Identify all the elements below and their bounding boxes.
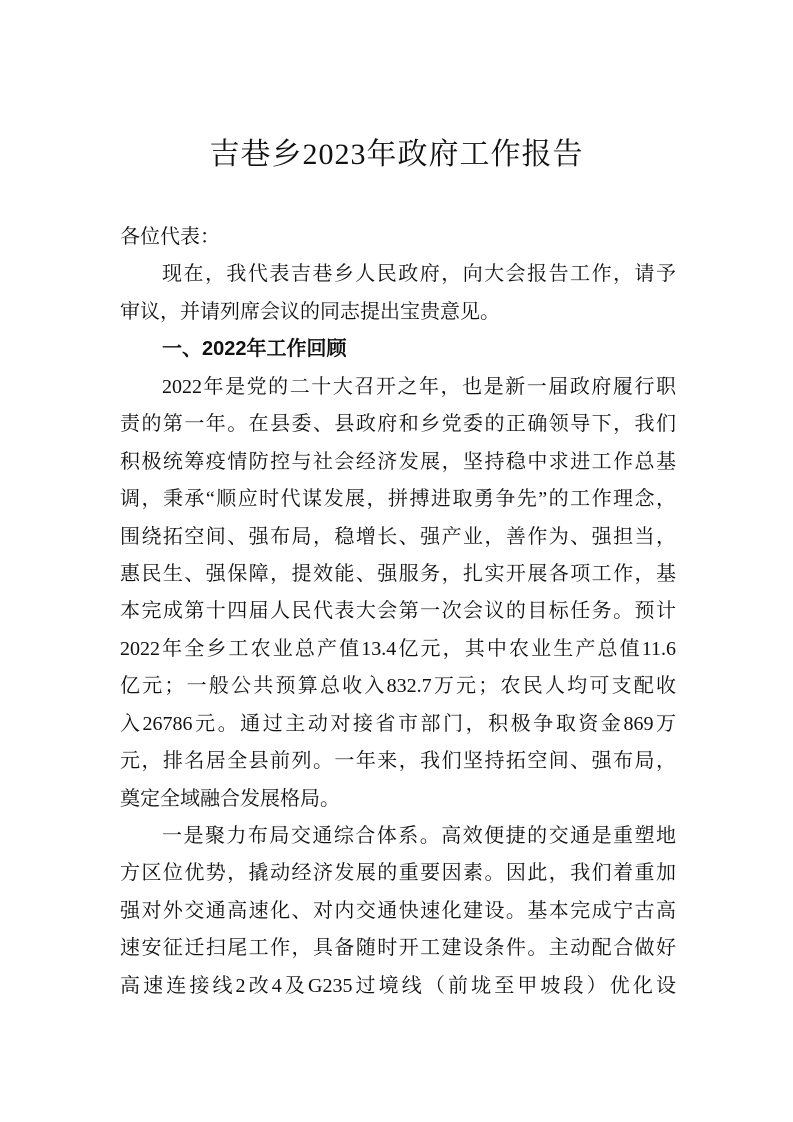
text-line: 亿元；一般公共预算总收入832.7万元；农民人均可支配收: [120, 675, 676, 698]
text-line: 奠定全域融合发展格局。: [120, 787, 340, 810]
text-line: 一是聚力布局交通综合体系。高效便捷的交通是重塑地: [162, 825, 676, 847]
text-line: 速安征迁扫尾工作，具备随时开工建设条件。主动配合做好: [120, 937, 676, 960]
greeting: 各位代表：: [120, 226, 220, 248]
text-line: 强对外交通高速化、对内交通快速化建设。基本完成宁古高: [120, 899, 676, 922]
text-line: 元，排名居全县前列。一年来，我们坚持拓空间、强布局，: [120, 750, 676, 773]
text-line: 方区位优势，撬动经济发展的重要因素。因此，我们着重加: [120, 862, 676, 885]
text-line: 调，秉承“顺应时代谋发展，拼搏进取勇争先”的工作理念，: [120, 488, 676, 511]
text-line: 入26786元。通过主动对接省市部门，积极争取资金869万: [120, 712, 676, 735]
section-heading: 一、2022年工作回顾: [162, 338, 347, 361]
text-line: 积极统筹疫情防控与社会经济发展，坚持稳中求进工作总基: [120, 450, 676, 473]
text-line: 审议，并请列席会议的同志提出宝贵意见。: [120, 300, 500, 323]
text-line: 2022年全乡工农业总产值13.4亿元，其中农业生产总值11.6: [120, 637, 676, 660]
text-line: 责的第一年。在县委、县政府和乡党委的正确领导下，我们: [120, 413, 676, 436]
text-line: 本完成第十四届人民代表大会第一次会议的目标任务。预计: [120, 600, 676, 623]
text-line: 惠民生、强保障，提效能、强服务，扎实开展各项工作，基: [120, 562, 676, 585]
document-title: 吉巷乡2023年政府工作报告: [209, 138, 584, 171]
text-line: 现在，我代表吉巷乡人民政府，向大会报告工作，请予: [162, 263, 676, 286]
text-line: 围绕拓空间、强布局，稳增长、强产业，善作为、强担当，: [120, 525, 676, 548]
transport-paragraph: [120, 818, 676, 1005]
text-line: 2022年是党的二十大召开之年，也是新一届政府履行职: [162, 375, 676, 398]
review-paragraph: [120, 369, 676, 818]
text-line: 高速连接线2改4及G235过境线（前垅至甲坡段）优化设: [120, 974, 676, 997]
intro-paragraph: [120, 256, 676, 331]
document-body: [120, 219, 676, 1005]
